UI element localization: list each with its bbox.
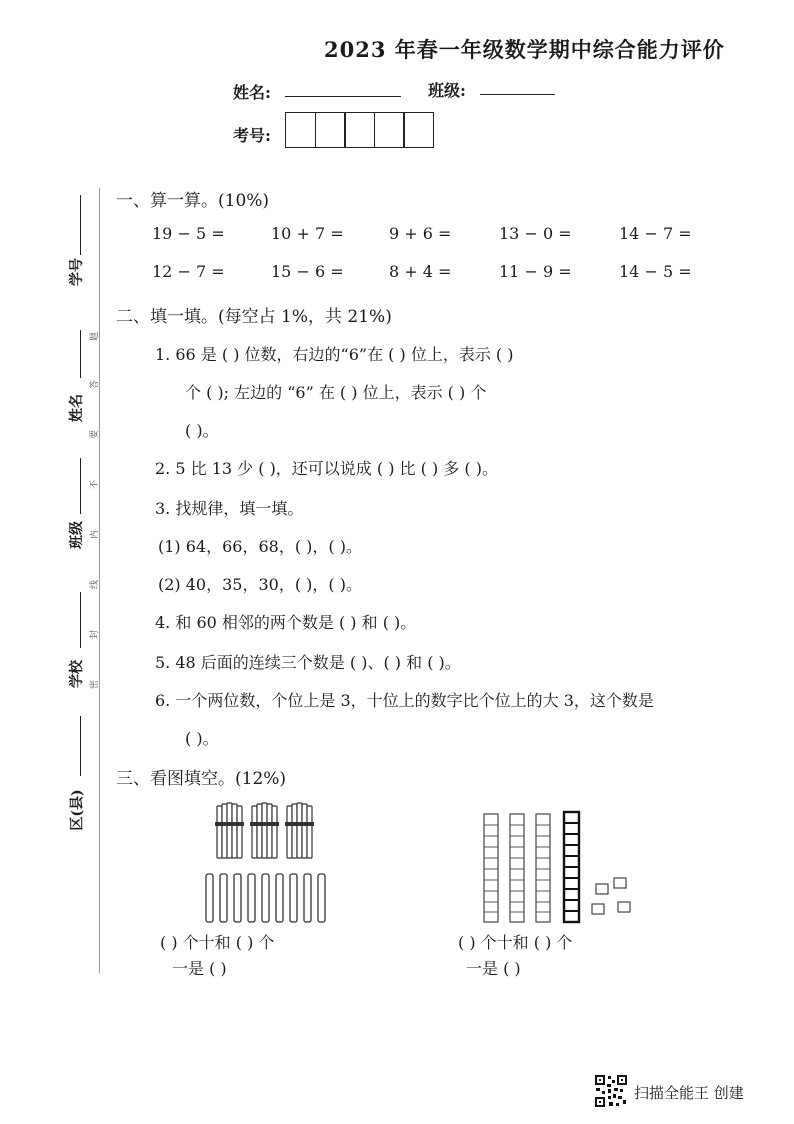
picture-1-answer-line-2: 一是 ( ) xyxy=(172,959,227,978)
question-line: (1) 64，66，68，( )，( )。 xyxy=(158,537,362,556)
notice-char: 内 xyxy=(90,529,101,540)
calc-item: 12 − 7 = xyxy=(152,262,225,281)
class-field[interactable] xyxy=(480,94,555,95)
question-line: (2) 40，35，30，( )，( )。 xyxy=(158,575,362,594)
section-2-heading: 二、填一填。(每空占 1%，共 21%) xyxy=(116,307,392,327)
picture-1-answer-line-1: ( ) 个十和 ( ) 个 xyxy=(160,933,275,952)
question-line: 5. 48 后面的连续三个数是 ( )、( ) 和 ( )。 xyxy=(155,653,461,672)
exam-no-box[interactable] xyxy=(285,112,316,148)
calc-item: 14 − 5 = xyxy=(619,262,692,281)
question-line: ( )。 xyxy=(185,421,219,440)
question-line: 个 ( ); 左边的 “6” 在 ( ) 位上，表示 ( ) 个 xyxy=(185,383,487,402)
calc-item: 14 − 7 = xyxy=(619,224,692,243)
exam-no-box[interactable] xyxy=(315,112,346,148)
question-line: 4. 和 60 相邻的两个数是 ( ) 和 ( )。 xyxy=(155,613,417,632)
name-label: 姓名: xyxy=(233,83,271,102)
class-label: 班级: xyxy=(428,81,466,100)
class-margin-label: 班级 xyxy=(69,521,85,549)
question-line: 1. 66 是 ( ) 位数，右边的“6”在 ( ) 位上，表示 ( ) xyxy=(155,345,514,364)
class-margin-field[interactable] xyxy=(80,458,81,514)
exam-no-label: 考号: xyxy=(233,126,271,145)
qr-code-icon xyxy=(594,1074,628,1108)
question-line: ( )。 xyxy=(185,729,219,748)
calc-item: 19 − 5 = xyxy=(152,224,225,243)
picture-2-answer-line-1: ( ) 个十和 ( ) 个 xyxy=(458,933,573,952)
question-line: 6. 一个两位数，个位上是 3，十位上的数字比个位上的大 3，这个数是 xyxy=(155,691,654,710)
section-3-heading: 三、看图填空。(12%) xyxy=(116,769,287,789)
school-margin-field[interactable] xyxy=(80,592,81,648)
base-ten-blocks-icon xyxy=(480,808,640,926)
notice-char: 题 xyxy=(90,331,101,342)
district-margin-field[interactable] xyxy=(80,716,81,776)
calc-item: 10 + 7 = xyxy=(271,224,344,243)
single-sticks-icon xyxy=(204,872,332,924)
stick-bundles-icon xyxy=(214,800,314,862)
exam-no-box[interactable] xyxy=(374,112,405,148)
picture-2-answer-line-2: 一是 ( ) xyxy=(466,959,521,978)
school-margin-label: 学校 xyxy=(69,660,85,688)
name-margin-label: 姓名 xyxy=(69,394,85,422)
name-margin-field[interactable] xyxy=(80,330,81,378)
calc-item: 8 + 4 = xyxy=(389,262,452,281)
section-1-heading: 一、算一算。(10%) xyxy=(116,191,270,211)
calc-item: 11 − 9 = xyxy=(499,262,572,281)
calc-item: 15 − 6 = xyxy=(271,262,344,281)
notice-char: 答 xyxy=(90,379,101,390)
notice-char: 不 xyxy=(90,479,101,490)
notice-char: 封 xyxy=(90,629,101,640)
exam-no-box[interactable] xyxy=(344,112,375,148)
student-no-label: 学号 xyxy=(69,258,85,286)
calc-item: 9 + 6 = xyxy=(389,224,452,243)
question-line: 3. 找规律，填一填。 xyxy=(155,499,304,518)
notice-char: 线 xyxy=(90,579,101,590)
notice-char: 要 xyxy=(90,429,101,440)
student-no-field[interactable] xyxy=(80,195,81,255)
question-line: 2. 5 比 13 少 ( )，还可以说成 ( ) 比 ( ) 多 ( )。 xyxy=(155,459,498,478)
page-title: 2023 年春一年级数学期中综合能力评价 xyxy=(324,37,725,62)
notice-char: 密 xyxy=(90,679,101,690)
district-margin-label: 区(县) xyxy=(69,789,86,831)
exam-no-boxes[interactable] xyxy=(287,112,434,148)
footer-watermark-text: 扫描全能王 创建 xyxy=(634,1084,744,1102)
name-field[interactable] xyxy=(285,96,401,97)
exam-no-box[interactable] xyxy=(403,112,434,148)
calc-item: 13 − 0 = xyxy=(499,224,572,243)
